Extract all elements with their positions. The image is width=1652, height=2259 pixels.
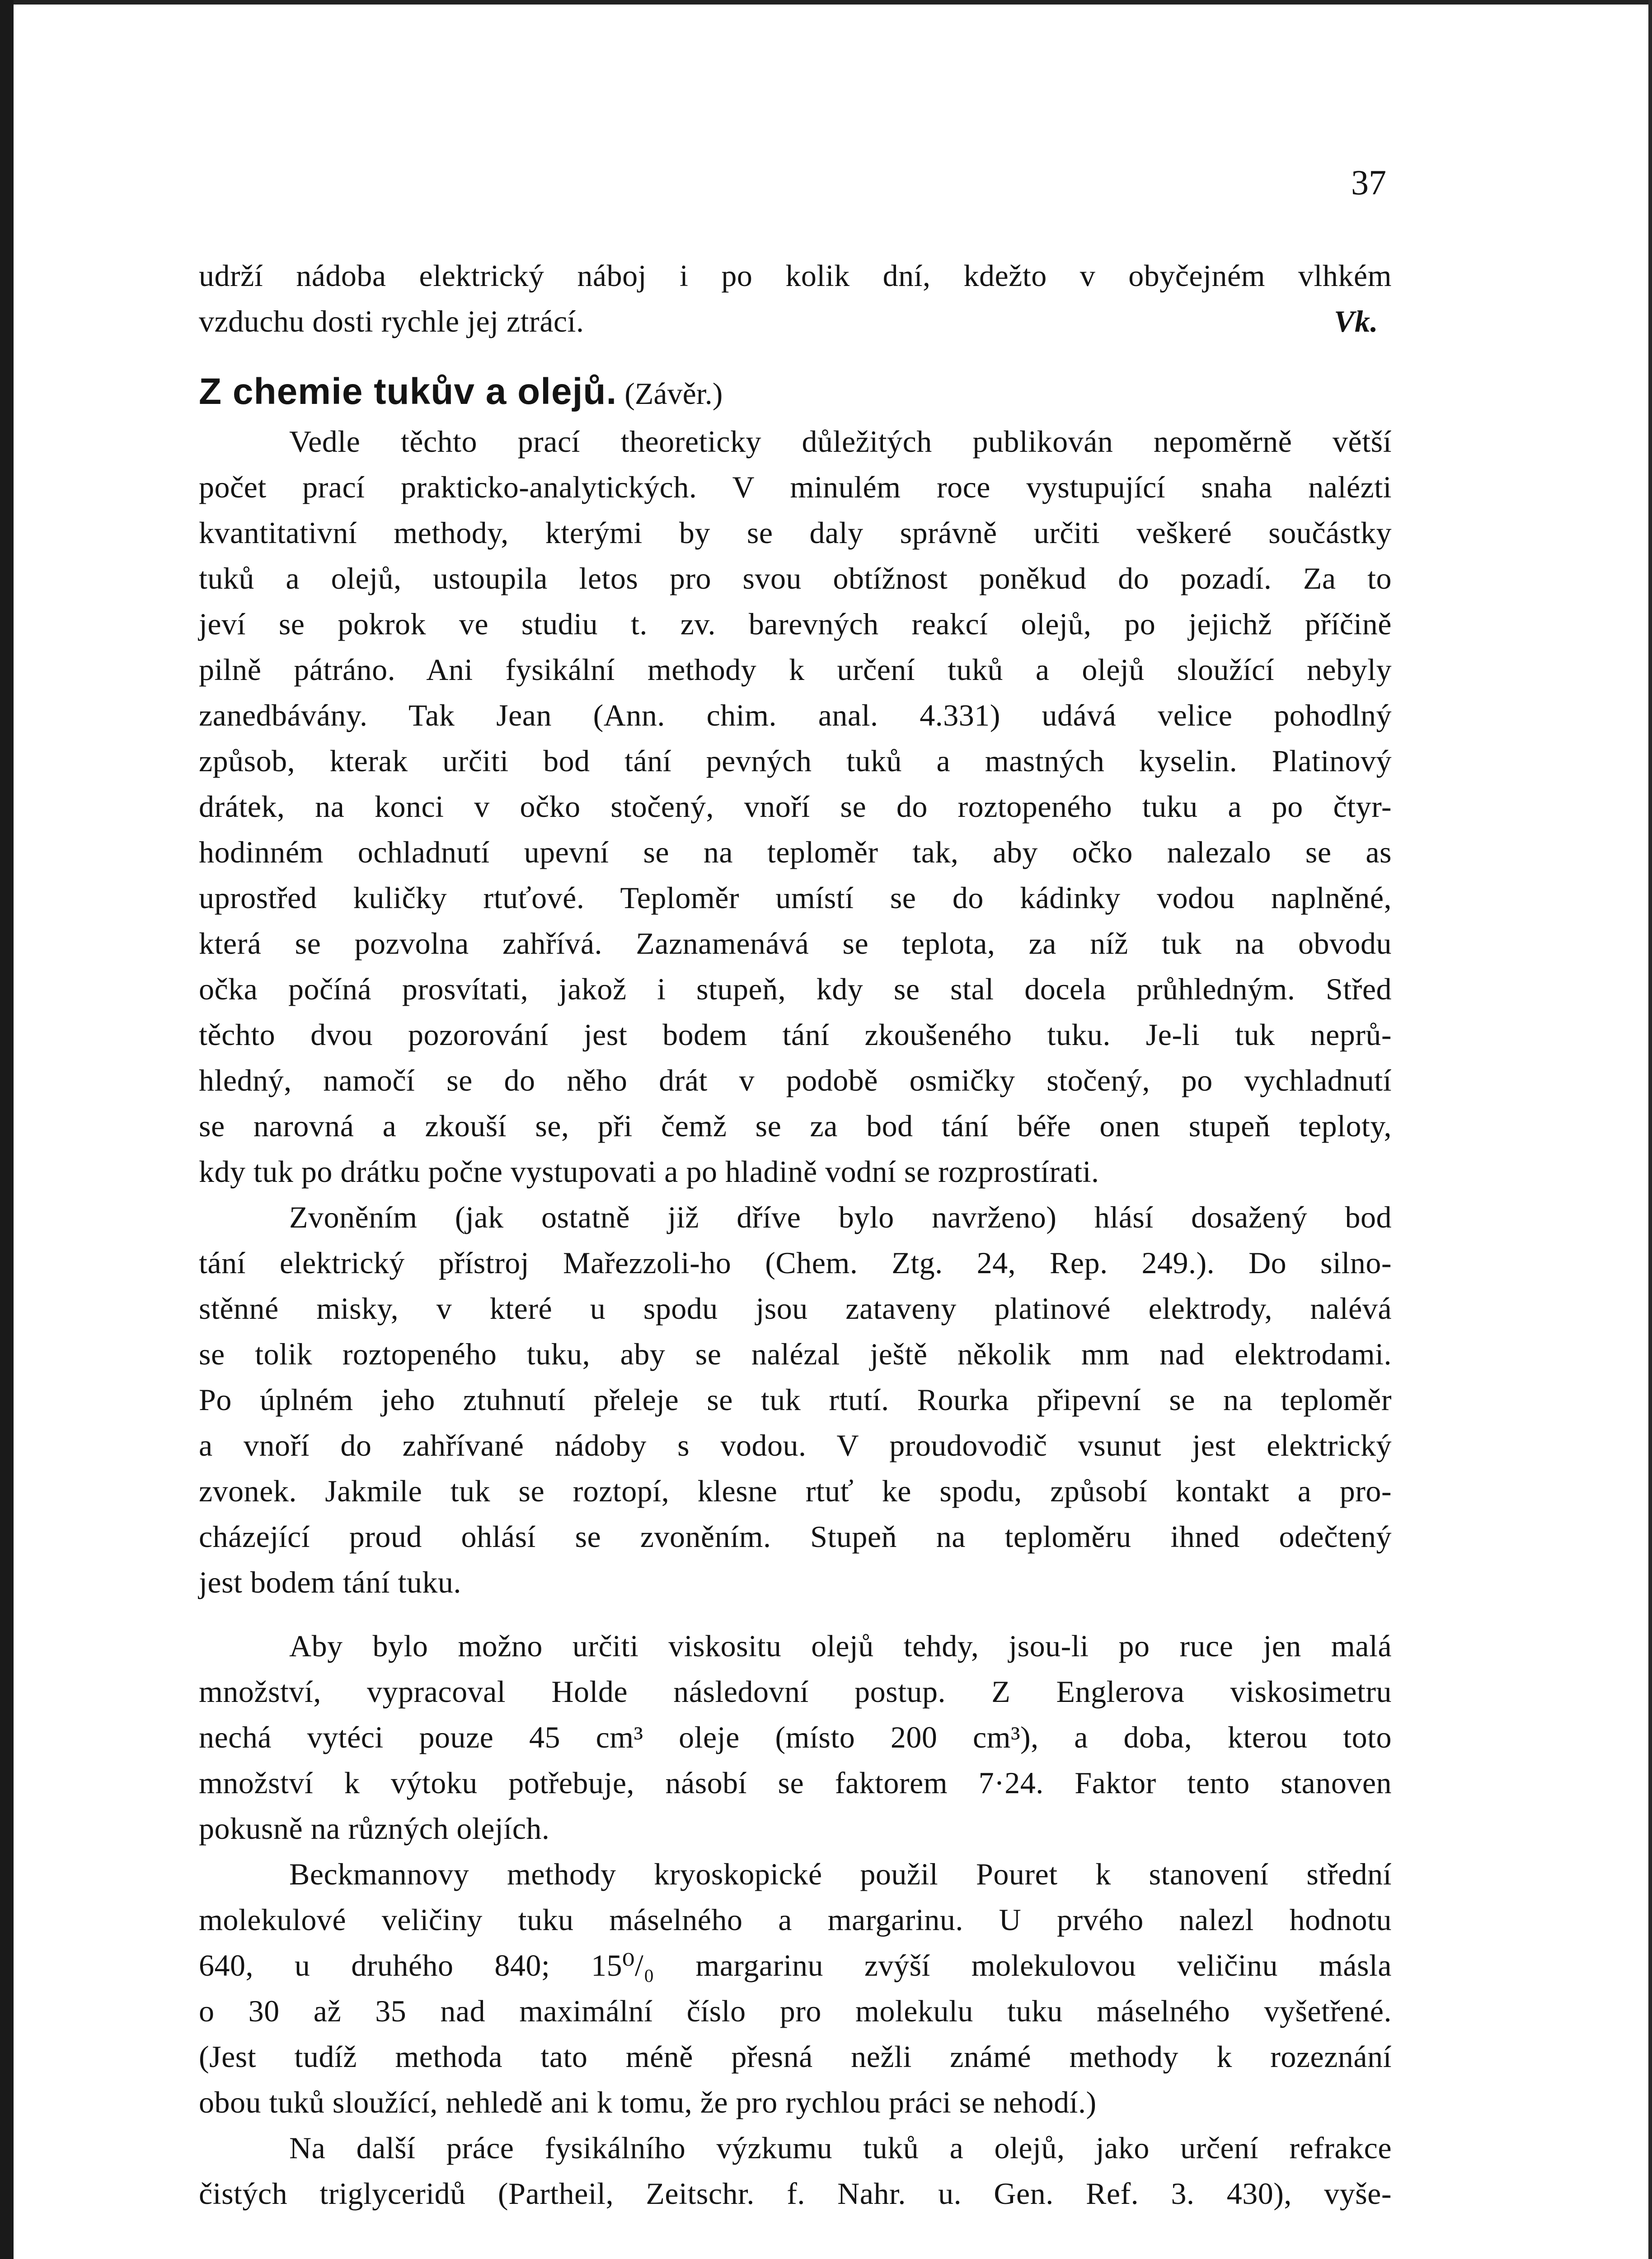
text-line: stěnné misky, v které u spodu jsou zataveny platinové elektrody, nalévá [199,1291,1392,1326]
text-line: se tolik roztopeného tuku, aby se nalézal ještě několik mm nad elektrodami. [199,1337,1392,1371]
text-line: pokusně na různých olejích. [199,1811,550,1846]
text-line: jest bodem tání tuku. [199,1565,461,1599]
section-title-note: (Závěr.) [624,376,723,411]
text-line: která se pozvolna zahřívá. Zaznamenává se teplota, za níž tuk na obvodu [199,926,1392,961]
text-line: kdy tuk po drátku počne vystupovati a po hladině vodní se rozprostírati. [199,1154,1099,1189]
text-line: množství, vypracoval Holde následovní postup. Z Englerova viskosimetru [199,1674,1392,1709]
text-line: Beckmannovy methody kryoskopické použil Pouret k stanovení střední [289,1857,1392,1891]
text-line: a vnoří do zahřívané nádoby s vodou. V proudovodič vsunut jest elektrický [199,1428,1392,1462]
paragraph [199,1623,1392,1851]
text-line: způsob, kterak určiti bod tání pevných tuků a mastných kyselin. Platinový [199,744,1392,778]
scan-border-top [14,0,1652,5]
text-line: Po úplném jeho ztuhnutí přeleje se tuk rtutí. Rourka připevní se na teploměr [199,1383,1392,1417]
text-line: Na další práce fysikálního výzkumu tuků a olejů, jako určení refrakce [289,2131,1392,2165]
text-line: hodinném ochladnutí upevní se na teploměr tak, aby očko nalezalo se as [199,835,1392,869]
intro-paragraph [199,253,1392,344]
text-line: molekulové veličiny tuku máselného a margarinu. U prvého nalezl hodnotu [199,1903,1392,1937]
text-line: udrží nádoba elektrický náboj i po kolik dní, kdežto v obyčejném vlhkém [199,258,1392,293]
text-line: zvonek. Jakmile tuk se roztopí, klesne rtuť ke spodu, způsobí kontakt a pro- [199,1474,1392,1508]
scan-border-left [0,0,14,2259]
text-line: počet prací prakticko-analytických. V minulém roce vystupující snaha nalézti [199,470,1392,504]
text-line: kvantitativní methody, kterými by se daly správně určiti veškeré součástky [199,516,1392,550]
paragraph [199,419,1392,1195]
page-body [199,253,1392,2217]
paragraph [199,2125,1392,2217]
author-signature: Vk. [1334,304,1378,338]
scan-border-right [1648,0,1652,2259]
section-heading [199,365,1392,419]
section-title: Z chemie tukův a olejů. [199,371,617,412]
text-line: drátek, na konci v očko stočený, vnoří se do roztopeného tuku a po čtyr- [199,789,1392,824]
text-line: uprostřed kuličky rtuťové. Teploměr umístí se do kádinky vodou naplněné, [199,881,1392,915]
text-line: cházející proud ohlásí se zvoněním. Stupeň na teploměru ihned odečtený [199,1519,1392,1554]
text-line: (Jest tudíž methoda tato méně přesná nežli známé methody k rozeznání [199,2039,1392,2074]
text-line: obou tuků sloužící, nehledě ani k tomu, že pro rychlou práci se nehodí.) [199,2085,1097,2119]
text-line: Aby bylo možno určiti viskositu olejů tehdy, jsou-li po ruce jen malá [289,1629,1392,1663]
text-line-with-signature [199,299,1392,344]
text-line: pilně pátráno. Ani fysikální methody k určení tuků a olejů sloužící nebyly [199,652,1392,687]
text-line: o 30 až 35 nad maximální číslo pro molekulu tuku máselného vyšetřené. [199,1994,1392,2028]
text-line: očka počíná prosvítati, jakož i stupeň, kdy se stal docela průhledným. Střed [199,972,1392,1006]
text-line: nechá vytéci pouze 45 cm³ oleje (místo 200 cm³), a doba, kterou toto [199,1720,1392,1754]
text-line: Zvoněním (jak ostatně již dříve bylo navrženo) hlásí dosažený bod [289,1200,1392,1234]
paragraph [199,1195,1392,1605]
text-line: 640, u druhého 840; 15⁰/₀ margarinu zvýší molekulovou veličinu másla [199,1948,1392,1982]
paragraph [199,1851,1392,2125]
text-line: zanedbávány. Tak Jean (Ann. chim. anal. 4.331) udává velice pohodlný [199,698,1392,732]
page-number: 37 [1351,163,1386,202]
text-line: čistých triglyceridů (Partheil, Zeitschr. f. Nahr. u. Gen. Ref. 3. 430), vyše- [199,2176,1392,2211]
text-line: se narovná a zkouší se, při čemž se za bod tání béře onen stupeň teploty, [199,1109,1392,1143]
text-line: tání elektrický přístroj Mařezzoli-ho (Chem. Ztg. 24, Rep. 249.). Do silno- [199,1246,1392,1280]
text-line: těchto dvou pozorování jest bodem tání zkoušeného tuku. Je-li tuk neprů- [199,1017,1392,1052]
text-line: množství k výtoku potřebuje, násobí se faktorem 7·24. Faktor tento stanoven [199,1766,1392,1800]
text-line: Vedle těchto prací theoreticky důležitých publikován nepoměrně větší [289,424,1392,459]
text-line: tuků a olejů, ustoupila letos pro svou obtížnost poněkud do pozadí. Za to [199,561,1392,595]
text-line: hledný, namočí se do něho drát v podobě osmičky stočený, po vychladnutí [199,1063,1392,1097]
text-line: vzduchu dosti rychle jej ztrácí. [199,304,584,338]
text-line: jeví se pokrok ve studiu t. zv. barevných reakcí olejů, po jejichž příčině [199,607,1392,641]
